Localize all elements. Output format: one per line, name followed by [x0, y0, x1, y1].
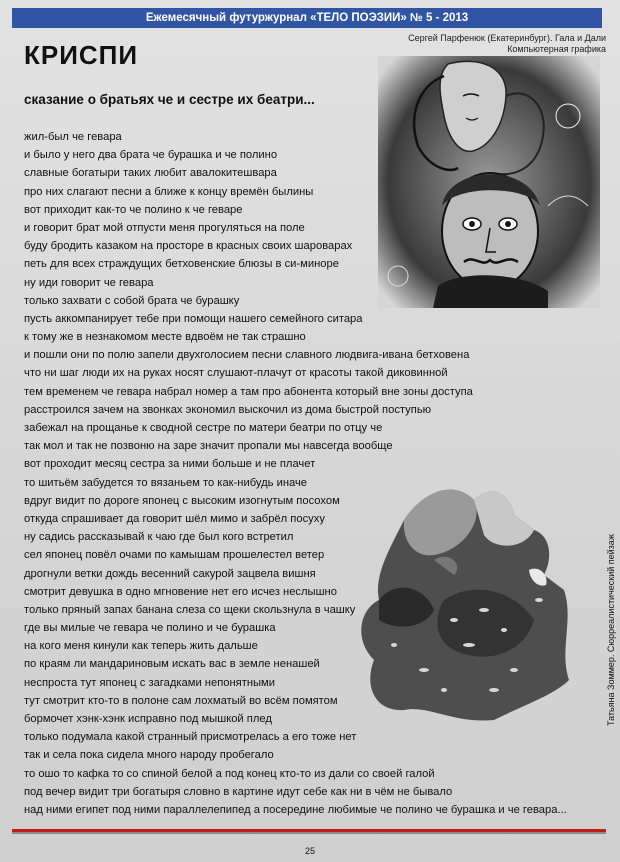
poem-line: неспроста тут японец с загадками непонятными	[24, 676, 275, 689]
poem-line: только захвати с собой брата че бурашку	[24, 294, 240, 307]
poem-line: вот приходит как-то че полино к че геваре	[24, 203, 243, 216]
poem-line: жил-был че гевара	[24, 131, 122, 143]
poem-line: только пряный запах банана слеза со щеки скользнула в чашку	[24, 603, 356, 616]
poem-line: откуда спрашивает да говорит шёл мимо и забрёл посуху	[24, 512, 325, 525]
poem-line: и говорит брат мой отпусти меня прогуляться на поле	[24, 221, 305, 234]
poem-line: только подумала какой странный присмотрелась а его тоже нет	[24, 731, 357, 744]
footer-divider-shadow	[12, 832, 606, 834]
poem-line: пусть аккомпанирует тебе при помощи нашего семейного ситара	[24, 312, 363, 325]
poem-line: по краям ли мандариновым искать вас в земле ненашей	[24, 658, 320, 671]
poem-line: сел японец повёл очами по камышам прошелестел ветер	[24, 549, 325, 562]
poem-line: так мол и так не позвоню на заре значит пропали мы навсегда вообще	[24, 440, 393, 453]
article-title: КРИСПИ	[24, 40, 139, 70]
article-subtitle: сказание о братьях че и сестре их беатри...	[24, 92, 315, 107]
poem-line: буду бродить казаком на просторе в красных своих шароварах	[24, 240, 353, 253]
poem-line: забежал на прощанье к сводной сестре по матери беатри по отцу че	[24, 422, 383, 434]
journal-header: Ежемесячный футуржурнал «ТЕЛО ПОЭЗИИ» № 5 - 2013	[12, 8, 602, 28]
credit-medium: Компьютерная графика	[507, 44, 606, 54]
poem-line: ну садись рассказывай к чаю где был кого встретил	[24, 531, 294, 544]
poem-line: расстроился зачем на звонках экономил выскочил из дома быстрой поступью	[24, 403, 432, 416]
poem-line: тем временем че гевара набрал номер а там про абонента который вне зоны доступа	[24, 385, 473, 398]
poem-line: и было у него два брата че бурашка и че полино	[24, 149, 278, 162]
poem-line: петь для всех страждущих бетховенские блюзы в си-миноре	[24, 258, 339, 271]
poem-line: на кого меня кинули как теперь жить дальше	[24, 640, 258, 653]
poem-line: про них слагают песни а ближе к концу времён былины	[24, 185, 314, 198]
poem-line: так и села пока сидела много народу пробегало	[24, 749, 274, 762]
poem-line: то ошо то кафка то со спиной белой а под конец кто-то из дали со своей галой	[24, 767, 435, 780]
poem-line: тут смотрит кто-то в полоне сам лохматый во всём помятом	[24, 694, 338, 707]
poem-line: бормочет хэнк-хэнк исправно под мышкой плед	[24, 713, 272, 725]
poem-line: дрогнули ветки дождь весенний сакурой зацвела вишня	[24, 567, 316, 580]
poem-text	[24, 128, 614, 819]
poem-line: вот проходит месяц сестра за ними больше и не плачет	[24, 458, 316, 471]
illustration-credit	[408, 33, 606, 55]
credit-author: Сергей Парфенюк (Екатеринбург). Гала и Дали	[408, 33, 606, 43]
poem-line: и пошли они по полю запели двухголосием песни славного людвига-ивана бетховена	[24, 349, 470, 362]
poem-line: то шитьём забудется то вязаньем то как-нибудь иначе	[24, 476, 308, 489]
poem-line: славные богатыри таких любит авалокитешвара	[24, 167, 277, 180]
landscape-caption: Татьяна Зоммер. Сюрреалистический пейзаж	[606, 534, 616, 726]
poem-line: вдруг видит по дороге японец с высоким изогнутым посохом	[24, 494, 340, 507]
poem-line: ну иди говорит че гевара	[24, 276, 154, 289]
poem-line: где вы милые че гевара че полино и че бурашка	[24, 622, 276, 635]
poem-line: к тому же в незнакомом месте вдвоём не так страшно	[24, 331, 306, 344]
poem-line: над ними египет под ними параллелепипед а посередине любимые че полино че бурашка и че гевара...	[24, 803, 567, 816]
poem-line: под вечер видит три богатыря словно в картине идут себе как ни в чём не бывало	[24, 785, 453, 798]
page-number: 25	[304, 846, 315, 856]
poem-line: смотрит девушка в одно мгновение нет его исчез неслышно	[24, 585, 337, 598]
poem-line: что ни шаг люди их на руках носят слушают-плачут от красоты такой диковинной	[24, 367, 448, 380]
